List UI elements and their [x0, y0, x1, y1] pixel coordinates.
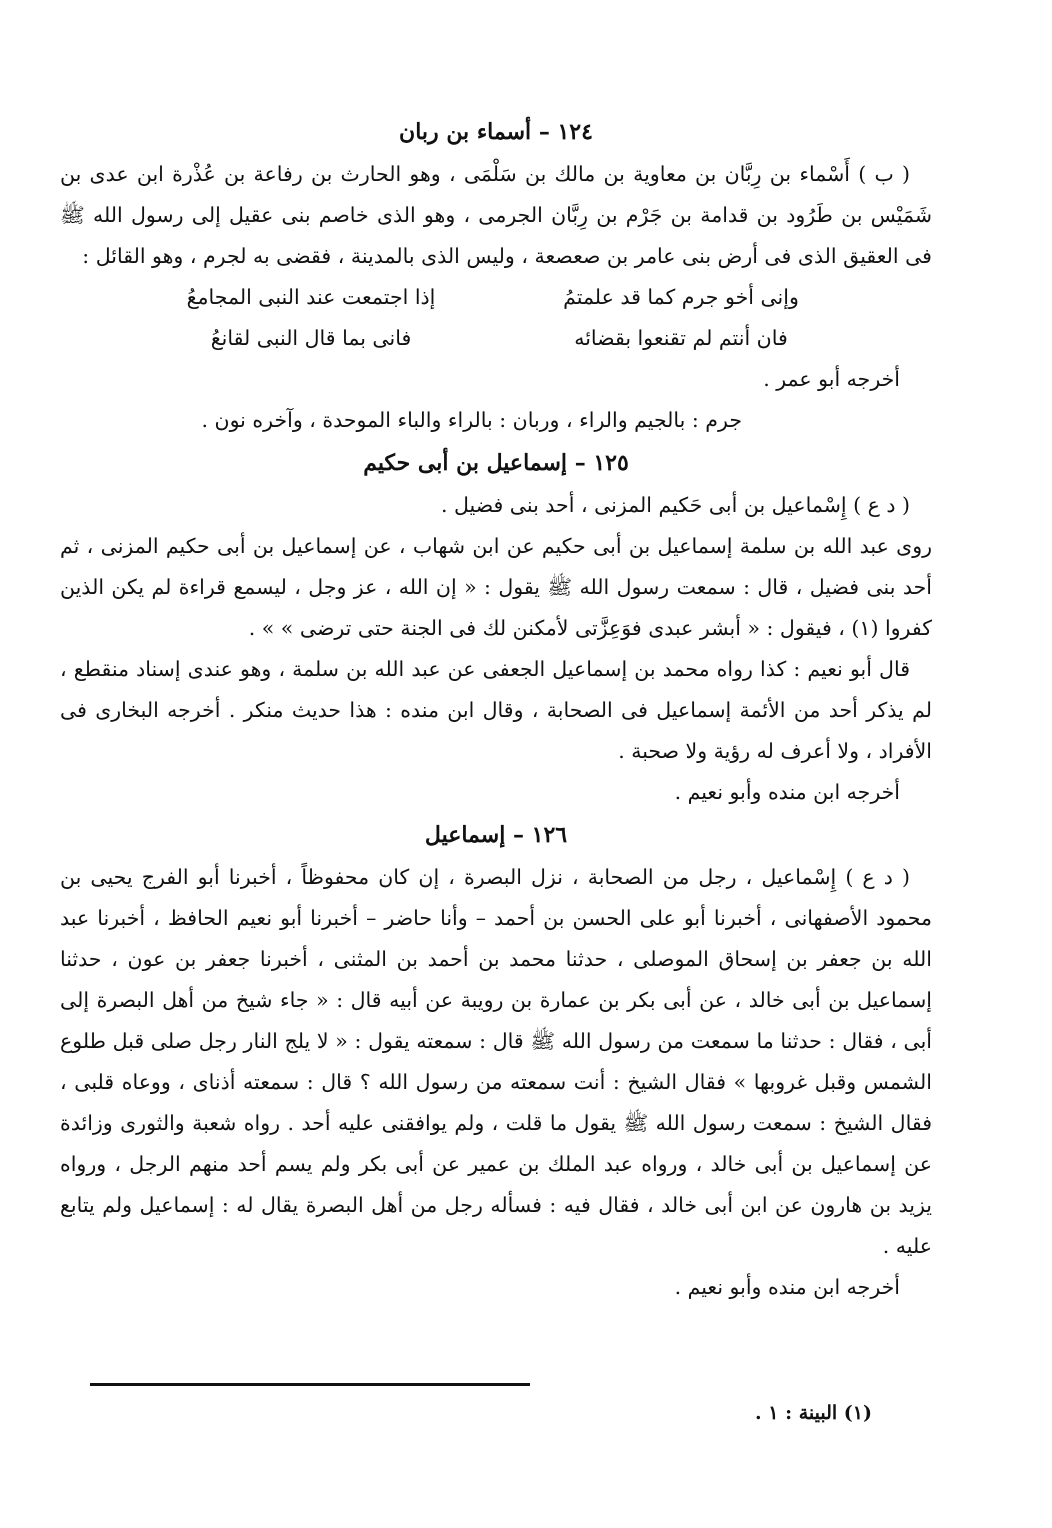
entry-124 [60, 110, 932, 441]
poem-verse [60, 277, 932, 318]
entry-126 [60, 813, 932, 1308]
footnote: (١) البينة : ١ . [755, 1402, 872, 1424]
entry-125 [60, 441, 932, 813]
entry-paragraph: روى عبد الله بن سلمة إسماعيل بن أبى حكيم عن ابن شهاب ، عن إسماعيل بن أبى حكيم المزنى ، ثم أحد بنى فضيل ، قال : سمعت رسول الله ﷺ يقول : « إن الله ، عز وجل ، ليسمع قراءة لم يكن الذين كفروا (١) ، فيقول : « أبشر عبدى فوَعِزَّتى لأمكنن لك فى الجنة حتى ترضى » » . [60, 534, 932, 640]
entry-note: جرم : بالجيم والراء ، وربان : بالراء والباء الموحدة ، وآخره نون . [201, 408, 742, 432]
entry-heading: ١٢٦ – إسماعيل [424, 822, 568, 848]
book-page [60, 110, 932, 1308]
verse-first-hemistich: فان أنتم لم تقنعوا بقضائه [574, 326, 788, 350]
verse-second-hemistich: إذا اجتمعت عند النبى المجامعُ [186, 285, 436, 309]
verse-first-hemistich: وإنى أخو جرم كما قد علمتمُ [563, 285, 799, 309]
poem-verse [60, 318, 932, 359]
footnote-divider [90, 1383, 530, 1386]
entry-source: أخرجه أبو عمر . [763, 367, 900, 391]
entry-intro: ( د ع ) إِسْماعيل بن أبى حَكيم المزنى ، أحد بنى فضيل . [440, 493, 910, 517]
entry-heading: ١٢٤ – أسماء بن ربان [399, 119, 593, 145]
entry-source: أخرجه ابن منده وأبو نعيم . [674, 1275, 900, 1299]
entry-heading: ١٢٥ – إسماعيل بن أبى حكيم [363, 450, 629, 476]
entry-paragraph: ( د ع ) إِسْماعيل ، رجل من الصحابة ، نزل البصرة ، إن كان محفوظاً ، أخبرنا أبو الفرج يحيى بن محمود الأصفهانى ، أخبرنا أبو على الحسن بن أحمد – وأنا حاضر – أخبرنا أبو نعيم الحافظ ، أخبرنا عبد الله بن جعفر بن إسحاق الموصلى ، حدثنا محمد بن أحمد بن المثنى ، أخبرنا جعفر بن عون ، حدثنا إسماعيل بن أبى خالد ، عن أبى بكر بن عمارة بن رويبة عن أبيه قال : « جاء شيخ من أهل البصرة إلى أبى ، فقال : حدثنا ما سمعت من رسول الله ﷺ قال : سمعته يقول : « لا يلج النار رجل صلى قبل طلوع الشمس وقبل غروبها » فقال الشيخ : أنت سمعته من رسول الله ؟ قال : سمعته أذناى ، ووعاه قلبى ، فقال الشيخ : سمعت رسول الله ﷺ يقول ما قلت ، ولم يوافقنى عليه أحد . رواه شعبة والثورى وزائدة عن إسماعيل بن أبى خالد ، ورواه عبد الملك بن عمير عن أبى بكر ولم يسم أحد منهم الرجل ، ورواه يزيد بن هارون عن ابن أبى خالد ، فقال فيه : فسأله رجل من أهل البصرة يقال له : إسماعيل ولم يتابع عليه . [60, 865, 932, 1258]
verse-second-hemistich: فانى بما قال النبى لقانعُ [210, 326, 412, 350]
entry-source: أخرجه ابن منده وأبو نعيم . [674, 780, 900, 804]
entry-paragraph: قال أبو نعيم : كذا رواه محمد بن إسماعيل الجعفى عن عبد الله بن سلمة ، وهو عندى إسناد منقطع ، لم يذكر أحد من الأئمة إسماعيل فى الصحابة ، وقال ابن منده : هذا حديث منكر . أخرجه البخارى فى الأفراد ، ولا أعرف له رؤية ولا صحبة . [60, 657, 932, 763]
entry-paragraph: ( ب ) أَسْماء بن رِبَّان بن معاوية بن مالك بن سَلْمَى ، وهو الحارث بن رفاعة بن عُذْرة ابن عدى بن شَمَيْس بن طَرُود بن قدامة بن جَرْم بن رِبَّان الجرمى ، وهو الذى خاصم بنى عقيل إلى رسول الله ﷺ فى العقيق الذى فى أرض بنى عامر بن صعصعة ، وليس الذى بالمدينة ، فقضى به لجرم ، وهو القائل : [60, 162, 932, 268]
